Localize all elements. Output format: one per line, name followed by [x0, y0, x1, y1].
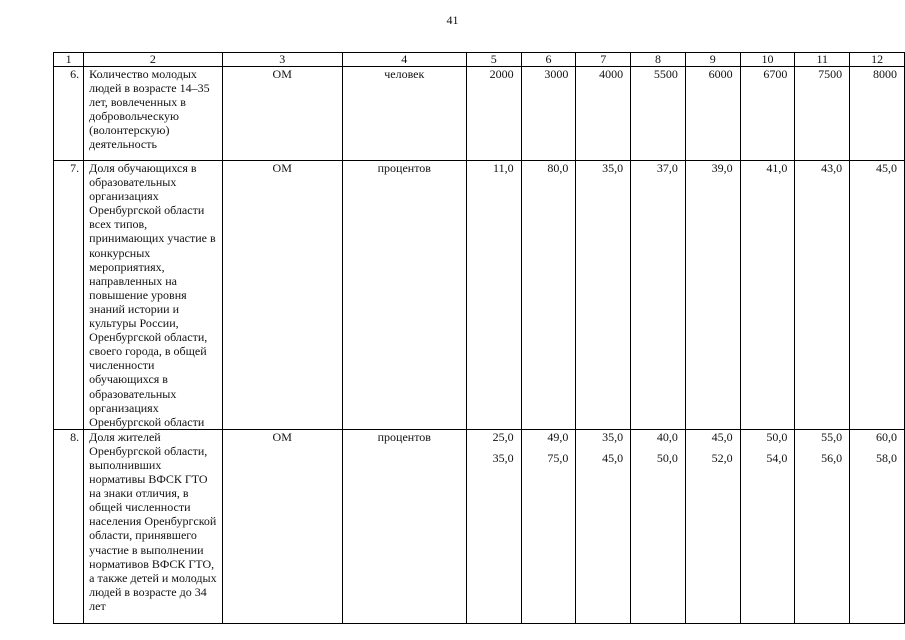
value: 5500 [653, 67, 678, 81]
value: 40,0 [656, 429, 678, 444]
header-cell: 3 [222, 53, 342, 67]
header-cell: 12 [850, 53, 905, 67]
value-cell [685, 67, 740, 161]
value: 45,0 [876, 161, 897, 175]
value-cell [795, 67, 850, 161]
value-cell [576, 161, 631, 430]
value: 35,0 [602, 161, 624, 175]
header-row [54, 53, 905, 67]
value: 35,0 [602, 429, 624, 444]
value-second: 75,0 [547, 450, 569, 465]
value-cell [740, 429, 795, 623]
value-cell [466, 161, 521, 430]
value: 25,0 [492, 429, 514, 444]
value-cell [466, 67, 521, 161]
value-cell [521, 67, 576, 161]
value-second: 52,0 [711, 450, 733, 465]
header-cell: 5 [466, 53, 521, 67]
value-cell [631, 429, 686, 623]
row-number: 7. [54, 161, 84, 430]
header-cell: 4 [342, 53, 466, 67]
value-cell [631, 161, 686, 430]
header-cell: 9 [685, 53, 740, 67]
page-number: 41 [446, 13, 459, 27]
header-cell: 2 [84, 53, 222, 67]
value: 45,0 [711, 429, 733, 444]
table-row [54, 429, 905, 623]
unit-cell: человек [342, 67, 466, 161]
value-cell [740, 67, 795, 161]
value: 3000 [544, 67, 569, 81]
table-row [54, 161, 905, 430]
value-cell [576, 67, 631, 161]
value-cell [850, 161, 905, 430]
source-cell: ОМ [222, 161, 342, 430]
value-second: 58,0 [876, 450, 897, 465]
indicators-table [53, 52, 905, 624]
row-number: 8. [54, 429, 84, 623]
value: 6000 [708, 67, 733, 81]
value: 55,0 [821, 429, 843, 444]
value-cell [685, 429, 740, 623]
value: 80,0 [547, 161, 569, 175]
value-second: 56,0 [821, 450, 843, 465]
value-cell [795, 161, 850, 430]
value: 8000 [873, 67, 897, 81]
value: 7500 [818, 67, 843, 81]
value-second: 45,0 [602, 450, 624, 465]
value-second: 54,0 [766, 450, 788, 465]
indicator-name: Доля обучающихся в образовательных организациях Оренбургской области всех типов, принимающих участие в конкурсных мероприятиях, направленных на повышение уровня знаний истории и культуры России, Оренбургской области, своего города, в общей численности обучающихся в образовательных организациях Оренбургской области [84, 161, 222, 430]
value: 37,0 [656, 161, 678, 175]
value-cell [795, 429, 850, 623]
header-cell: 6 [521, 53, 576, 67]
value-second: 35,0 [492, 450, 514, 465]
value-cell [576, 429, 631, 623]
value-cell [521, 429, 576, 623]
value: 43,0 [821, 161, 843, 175]
source-cell: ОМ [222, 67, 342, 161]
value: 39,0 [711, 161, 733, 175]
row-number: 6. [54, 67, 84, 161]
value: 41,0 [766, 161, 788, 175]
indicator-name: Количество молодых людей в возрасте 14–35 лет, вовлеченных в добровольческую (волонтерскую) деятельность [84, 67, 222, 161]
header-cell: 8 [631, 53, 686, 67]
unit-cell: процентов [342, 429, 466, 623]
value: 49,0 [547, 429, 569, 444]
value: 6700 [763, 67, 788, 81]
value-second: 50,0 [656, 450, 678, 465]
unit-cell: процентов [342, 161, 466, 430]
value-cell [466, 429, 521, 623]
value: 2000 [489, 67, 514, 81]
header-cell: 11 [795, 53, 850, 67]
value: 50,0 [766, 429, 788, 444]
value-cell [850, 429, 905, 623]
indicator-name: Доля жителей Оренбургской области, выполнивших нормативы ВФСК ГТО на знаки отличия, в общей численности населения Оренбургской области, принявшего участие в выполнении нормативов ВФСК ГТО, а также детей и молодых людей в возрасте до 34 лет [84, 429, 222, 623]
value-cell [850, 67, 905, 161]
header-cell: 7 [576, 53, 631, 67]
header-cell: 1 [54, 53, 84, 67]
source-cell: ОМ [222, 429, 342, 623]
value-cell [631, 67, 686, 161]
value: 11,0 [493, 161, 514, 175]
value-cell [521, 161, 576, 430]
value: 4000 [599, 67, 624, 81]
value-cell [685, 161, 740, 430]
table-row [54, 67, 905, 161]
value: 60,0 [876, 429, 897, 444]
value-cell [740, 161, 795, 430]
header-cell: 10 [740, 53, 795, 67]
